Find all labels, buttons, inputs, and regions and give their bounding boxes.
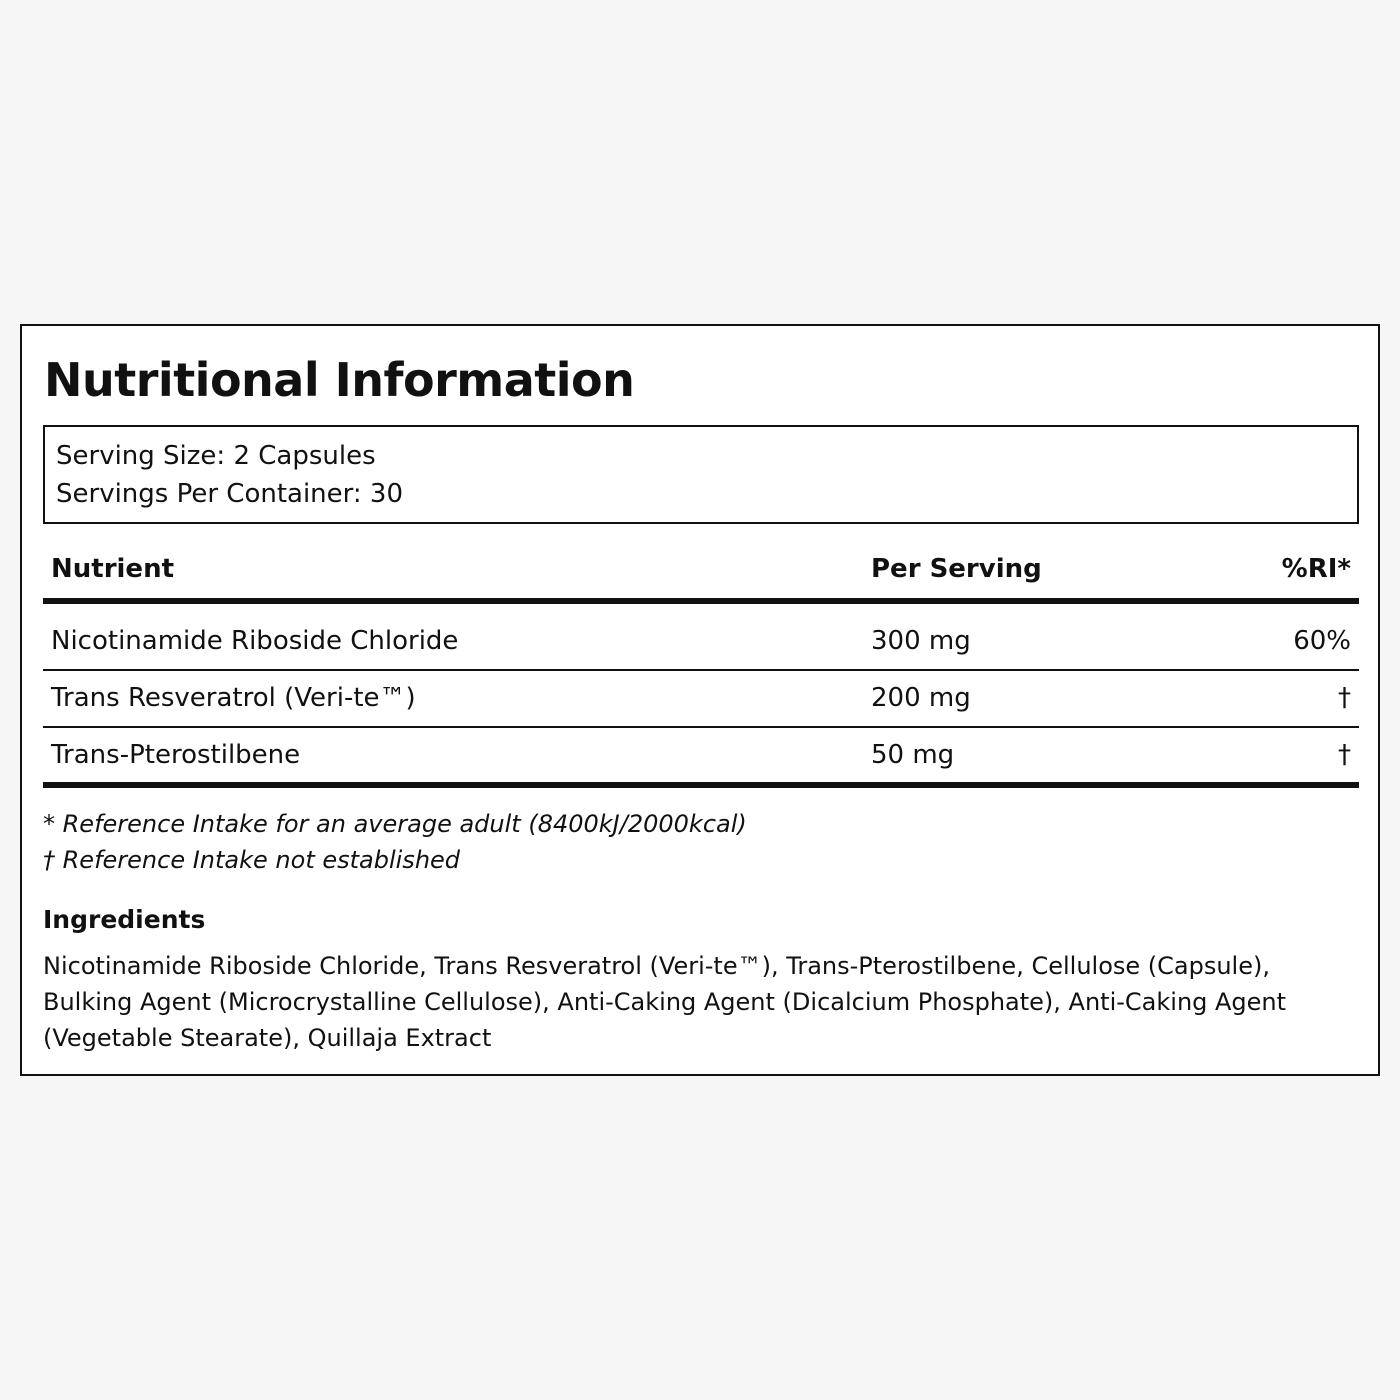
nutrient-per-serving: 200 mg: [871, 683, 971, 713]
footnote-ri: * Reference Intake for an average adult (8400kJ/2000kcal): [43, 810, 747, 838]
nutrient-per-serving: 300 mg: [871, 626, 971, 656]
header-nutrient: Nutrient: [51, 554, 175, 584]
nutrition-panel: [20, 324, 1380, 1076]
ingredients-heading: Ingredients: [43, 905, 206, 934]
footnote-dagger: † Reference Intake not established: [43, 846, 461, 874]
nutrient-ri: †: [1338, 740, 1351, 770]
table-row: [43, 728, 1359, 788]
nutrient-ri: 60%: [1293, 626, 1351, 656]
nutrient-per-serving: 50 mg: [871, 740, 955, 770]
nutrient-ri: †: [1338, 683, 1351, 713]
ingredients-list: Nicotinamide Riboside Chloride, Trans Resveratrol (Veri-te™), Trans-Pterostilbene, Cellulose (Capsule), Bulking Agent (Microcrystalline Cellulose), Anti-Caking Agent (Dicalcium Phosphate), Anti-Caking Agent (Vegetable Stearate), Quillaja Extract: [43, 952, 1287, 1052]
header-per-serving: Per Serving: [871, 554, 1042, 584]
servings-per-container: Servings Per Container: 30: [56, 479, 404, 509]
nutrient-name: Trans-Pterostilbene: [51, 740, 301, 770]
table-row: [43, 604, 1359, 671]
nutrient-table: [43, 542, 1359, 788]
header-ri: %RI*: [1281, 554, 1351, 584]
serving-size: Serving Size: 2 Capsules: [56, 441, 376, 471]
serving-info-box: [43, 425, 1359, 524]
nutrient-name: Trans Resveratrol (Veri-te™): [51, 683, 416, 713]
table-header: [43, 542, 1359, 604]
page-title: Nutritional Information: [44, 353, 635, 407]
footnotes: [43, 806, 747, 878]
table-row: [43, 671, 1359, 728]
nutrient-name: Nicotinamide Riboside Chloride: [51, 626, 459, 656]
